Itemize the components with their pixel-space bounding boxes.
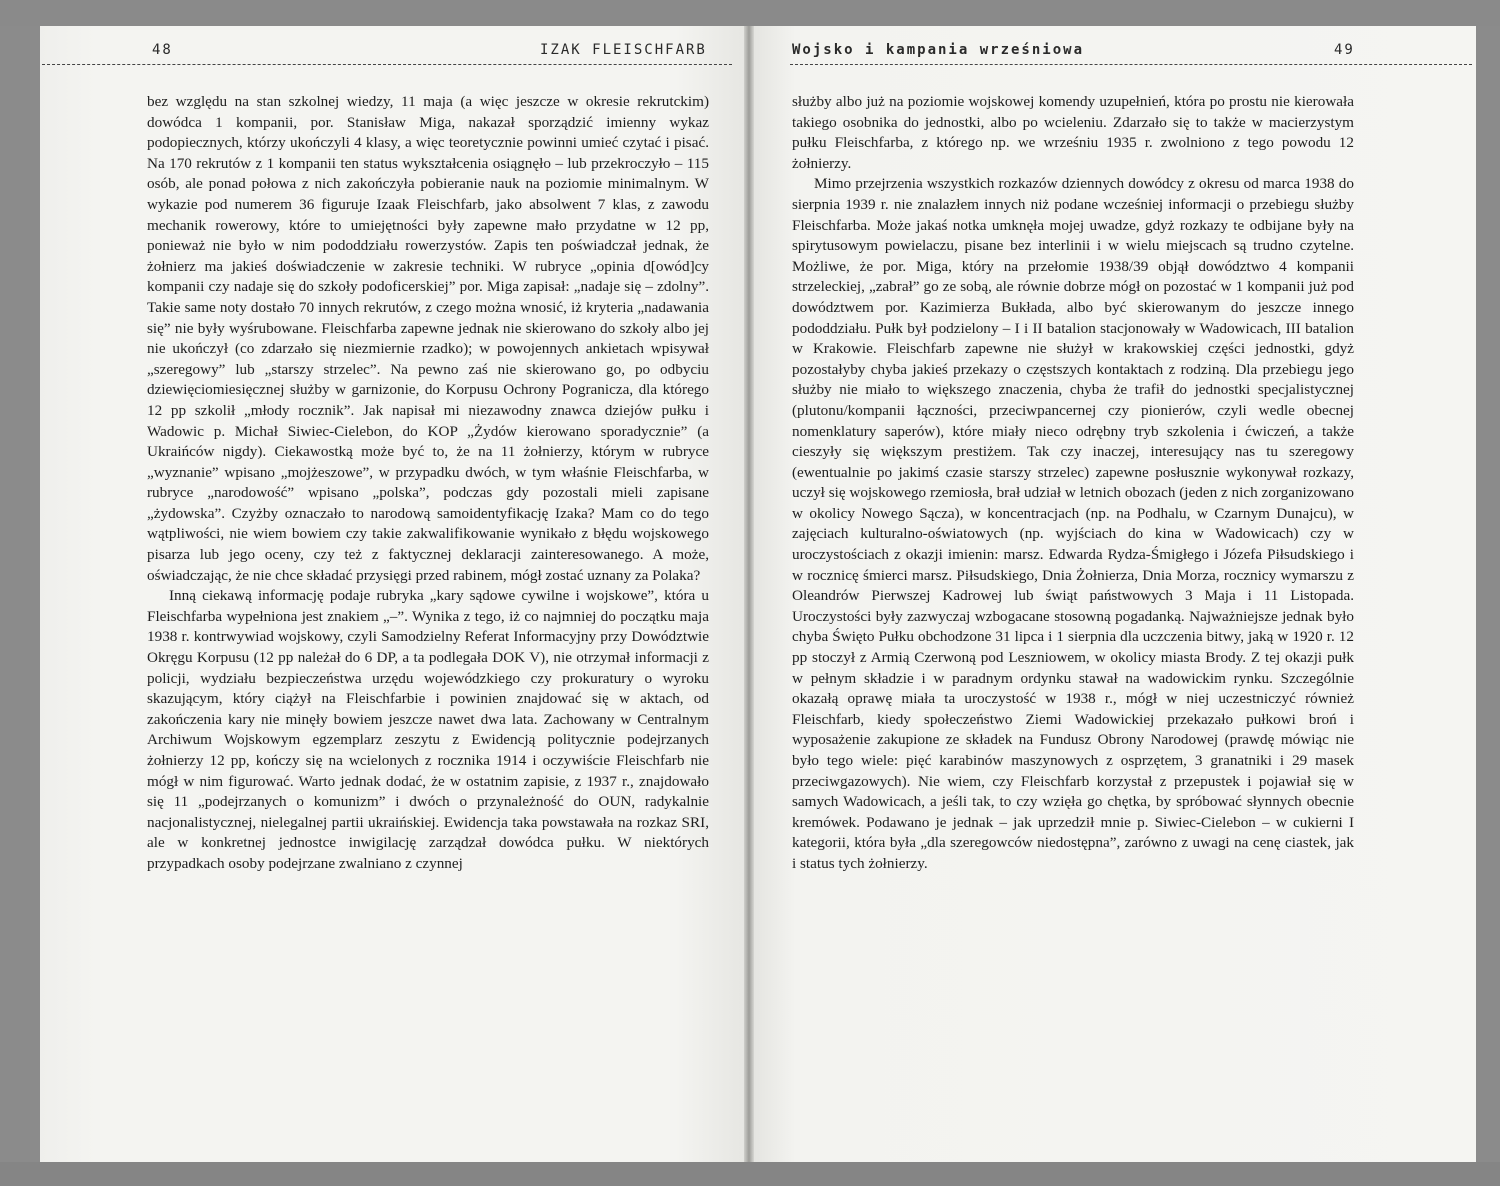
left-running-head: IZAK FLEISCHFARB bbox=[540, 42, 707, 58]
book-gutter bbox=[744, 26, 754, 1162]
left-paragraph-2: Inną ciekawą informację podaje rubryka „kary sądowe cywilne i wojskowe”, która u Fleischfarba wypełniona jest znakiem „–”. Wynika z tego, iż co najmniej do początku maja 1938 r. kontrwywiad wojskowy, czyli Samodzielny Referat Informacyjny przy Dowództwie Okręgu Korpusu (12 pp należał do 6 DP, a ta podlegała DOK V), nie otrzymał informacji z policji, wydziału bezpieczeństwa urzędu wojewódzkiego czy prokuratury o wyroku skazującym, który ciążył na Fleischfarbie i powinien znajdować się w aktach, od zakończenia kary nie minęły bowiem jeszcze nawet dwa lata. Zachowany w Centralnym Archiwum Wojskowym egzemplarz zeszytu z Ewidencją politycznie podejrzanych żołnierzy 12 pp, kończy się na wcielonych z rocznika 1914 i oczywiście Fleischfarb nie mógł w nim figurować. Warto jednak dodać, że w ostatnim zapisie, z 1937 r., znajdowało się 11 „podejrzanych o komunizm” i dwóch o przynależność do OUN, radykalnie nacjonalistycznej, nielegalnej partii ukraińskiej. Ewidencja taka powstawała na rozkaz SRI, ale w konkretnej jednostce inwigilację zarządzał dowódca pułku. W niektórych przypadkach osoby podejrzane zwalniano z czynnej bbox=[147, 587, 709, 872]
right-body-text bbox=[792, 92, 1354, 875]
right-running-head: Wojsko i kampania wrześniowa bbox=[792, 42, 1085, 58]
right-paragraph-2: Mimo przejrzenia wszystkich rozkazów dziennych dowódcy z okresu od marca 1938 do sierpnia 1939 r. nie znalazłem innych niż podane wcześniej informacji o przebiegu służby Fleischfarba. Może jakaś notka umknęła mojej uwadze, gdyż rozkazy te odbijane były na spirytusowym powielaczu, pisane bez interlinii i w wielu miejscach są trudno czytelne. Możliwe, że por. Miga, który na przełomie 1938/39 objął dowództwo 4 kompanii strzeleckiej, „zabrał” go ze sobą, ale równie dobrze mógł on pozostać w 1 kompanii już pod dowództwem por. Kazimierza Bukłada, albo być skierowanym do jeszcze innego pododdziału. Pułk był podzielony – I i II batalion stacjonowały w Wadowicach, III batalion w Krakowie. Fleischfarb zapewne nie służył w krakowskiej części jednostki, gdyż pozostałyby chyba jakieś przekazy o częstszych kontaktach z rodziną. Dla przebiegu jego służby nie miało to większego znaczenia, chyba że trafił do jednostki specjalistycznej (plutonu/kompanii łączności, przeciwpancernej czy pionierów, czyli wedle obecnej nomenklatury saperów), które miały nieco odrębny tryb szkolenia i ćwiczeń, a także cieszyły się większym prestiżem. Tak czy inaczej, interesujący nas tu szeregowy (ewentualnie po jakimś czasie starszy strzelec) zapewne posłusznie wykonywał rozkazy, uczył się wojskowego rzemiosła, brał udział w letnich obozach (jeden z nich zorganizowano w okolicy Nowego Sącza), w koncentracjach (np. na Podhalu, w Czarnym Dunajcu), w zajęciach kulturalno-oświatowych (np. wyjściach do kina w Wadowicach) czy w uroczystościach z okazji imienin: marsz. Edwarda Rydza-Śmigłego i Józefa Piłsudskiego i w rocznicę śmierci marsz. Piłsudskiego, Dnia Żołnierza, Dnia Morza, rocznicy wymarszu z Oleandrów Pierwszej Kadrowej lub świąt państwowych 3 Maja i 11 Listopada. Uroczystości były zazwyczaj wzbogacane stosowną pogadanką. Najważniejsze jednak było chyba Święto Pułku obchodzone 31 lipca i 1 sierpnia dla uczczenia bitwy, jaką w 1920 r. 12 pp stoczył z Armią Czerwoną pod Leszniowem, w okolicy miasta Brody. Z tej okazji pułk w pełnym składzie i w paradnym ordynku stawał na wadowickim rynku. Szczególnie okazałą oprawę miała ta uroczystość w 1938 r., mógł w niej uczestniczyć również Fleischfarb, kiedy społeczeństwo Ziemi Wadowickiej przekazało pułkowi broń i wyposażenie zakupione ze składek na Fundusz Obrony Narodowej (prawdę mówiąc nie było tego wiele: pięć karabinów maszynowych z osprzętem, 3 granatniki i 29 masek przeciwgazowych). Nie wiem, czy Fleischfarb korzystał z przepustek i pojawiał się w samych Wadowicach, a jeśli tak, to czy wzięła go chętka, by spróbować słynnych obecnie kremówek. Podawano je jednak – jak uprzedził mnie p. Siwiec-Cielebon – w cukierni I kategorii, która była „dla szeregowców niedostępna”, zarówno z uwagi na cenę ciastek, jak i status tych żołnierzy. bbox=[792, 175, 1354, 872]
scan-background-top bbox=[0, 0, 1500, 26]
right-paragraph-1: służby albo już na poziomie wojskowej komendy uzupełnień, która po prostu nie kierowała takiego osobnika do jednostki, albo po wcieleniu. Zdarzało się to także w macierzystym pułku Fleischfarba, z którego np. we wrześniu 1935 r. zwolniono z tego powodu 12 żołnierzy. bbox=[792, 93, 1354, 172]
left-page-number: 48 bbox=[152, 42, 173, 58]
scan-background-bottom bbox=[0, 1162, 1500, 1186]
left-paragraph-1: bez względu na stan szkolnej wiedzy, 11 maja (a więc jeszcze w okresie rekrutckim) dowódca 1 kompanii, por. Stanisław Miga, nakazał sporządzić imienny wykaz podopiecznych, którzy ukończyli 4 klasy, a więc teoretycznie powinni umieć czytać i pisać. Na 170 rekrutów z 1 kompanii ten status wykształcenia osiągnęło – lub przekroczyło – 115 osób, ale ponad połowa z nich zakończyła pobieranie nauk na poziomie minimalnym. W wykazie pod numerem 36 figuruje Izaak Fleischfarb, jako absolwent 7 klas, z zawodu mechanik rowerowy, które to umiejętności były zapewne mało przydatne w 12 pp, ponieważ nie było w nim pododdziału rowerzystów. Zapis ten poświadczał jednak, że żołnierz ma jakieś doświadczenie w zakresie techniki. W rubryce „opinia d[owód]cy kompanii czy nadaje się do szkoły podoficerskiej” por. Miga zapisał: „nadaje się – zdolny”. Takie same noty dostało 70 innych rekrutów, z czego można wnosić, iż kryteria „nadawania się” nie były wyśrubowane. Fleischfarba zapewne jednak nie skierowano do szkoły albo jej nie ukończył (co zdarzało się niezmiernie rzadko); w powojennych ankietach wpisywał „szeregowy” lub „starszy strzelec”. Na pewno zaś nie skierowano go, po odbyciu dziewięciomiesięcznej służby w garnizonie, do Korpusu Ochrony Pogranicza, dla którego 12 pp szkolił „młody rocznik”. Jak napisał mi niezawodny znawca dziejów pułku i Wadowic p. Michał Siwiec-Cielebon, do KOP „Żydów kierowano sporadycznie” (a Ukraińców nigdy). Ciekawostką może być to, że na 11 żołnierzy, którym w rubryce „wyznanie” wpisano „mojżeszowe”, w przypadku dwóch, w tym właśnie Fleischfarba, w rubryce „narodowość” wpisano „polska”, podczas gdy pozostali mieli zapisane „żydowska”. Czyżby oznaczało to narodową samoidentyfikację Izaka? Mam co do tego wątpliwości, nie wiem bowiem czy takie zakwalifikowanie wynikało z błędu wojskowego pisarza lub jego oceny, czy też z faktycznej deklaracji zainteresowanego. A może, oświadczając, że nie chce składać przysięgi przed rabinem, mógł zostać uznany za Polaka? bbox=[147, 93, 709, 584]
left-body-text bbox=[147, 92, 709, 875]
right-header-rule bbox=[790, 64, 1472, 65]
right-page-number: 49 bbox=[1334, 42, 1355, 58]
left-header-rule bbox=[42, 64, 732, 65]
